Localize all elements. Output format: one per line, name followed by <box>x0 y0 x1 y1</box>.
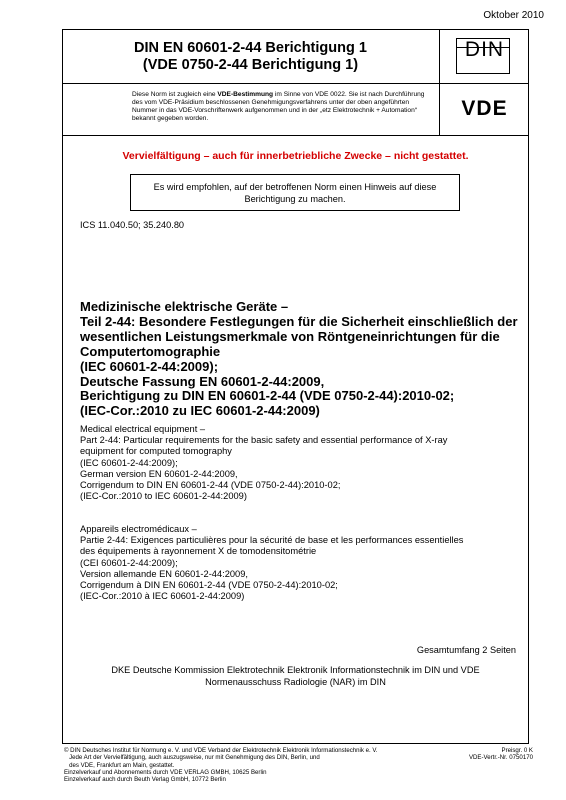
title-fr-line: (CEI 60601-2-44:2009); <box>80 557 178 568</box>
title-en-line: Part 2-44: Particular requirements for the basic safety and essential performance of X-ray <box>80 435 448 446</box>
price-group: Preisgr. 0 K <box>501 747 533 754</box>
footer-line: des VDE, Frankfurt am Main, gestattet. <box>64 761 175 769</box>
title-de-line: Berichtigung zu DIN EN 60601-2-44 (VDE 0750-2-44):2010-02; <box>80 388 455 404</box>
title-en-line: Medical electrical equipment – <box>80 424 206 434</box>
title-de-line: wesentlichen Leistungsmerkmale von Röntgeneinrichtungen für die <box>80 328 500 344</box>
title-de-line: Teil 2-44: Besondere Festlegungen für die Sicherheit einschließlich der <box>80 313 518 329</box>
footer-line: Jede Art der Vervielfältigung, auch auszugsweise, nur mit Genehmigung des DIN, Berlin, und <box>64 754 320 762</box>
title-fr-line: Version allemande EN 60601-2-44:2009, <box>80 568 248 579</box>
dke-committee <box>62 665 529 688</box>
footer-line: © DIN Deutsches Institut für Normung e. V. und VDE Verband der Elektrotechnik Elektronik Informationstechnik e. V. <box>64 747 378 754</box>
din-logo-text: DIN <box>464 38 505 61</box>
title-fr-line: Partie 2-44: Exigences particulières pour la sécurité de base et les performances essentielles <box>80 535 464 546</box>
notice-text-part2: im Sinne von VDE 0022. Sie ist nach Durchführung des vom VDE-Präsidium beschlossenen Genehmigungsverfahrens unter der oben angeführten Nummer in das VDE-Vorschriftenwerk aufgenommen und in der „etz Elektrotechnik + Automation“ bekannt gegeben worden. <box>132 91 425 122</box>
title-english <box>80 424 520 502</box>
title-en-line: (IEC 60601-2-44:2009); <box>80 457 178 468</box>
footer-copyright <box>64 747 378 783</box>
footer-price-info <box>469 747 533 762</box>
reproduction-notice: Vervielfältigung – auch für innerbetriebliche Zwecke – nicht gestattet. <box>122 150 469 162</box>
dke-line1: DKE Deutsche Kommission Elektrotechnik Elektronik Informationstechnik im DIN und VDE <box>111 665 480 675</box>
footer-line: Einzelverkauf und Abonnements durch VDE VERLAG GMBH, 10625 Berlin <box>64 768 267 776</box>
din-logo-box <box>440 29 529 84</box>
standard-title-line1: DIN EN 60601-2-44 Berichtigung 1 <box>134 40 367 56</box>
title-french <box>80 524 520 602</box>
title-en-line: German version EN 60601-2-44:2009, <box>80 468 238 479</box>
title-fr-line: des équipements à rayonnement X de tomodensitométrie <box>80 546 317 557</box>
title-de-line: Computertomographie <box>80 343 221 359</box>
title-en-line: (IEC-Cor.:2010 to IEC 60601-2-44:2009) <box>80 491 247 502</box>
ics-code: ICS 11.040.50; 35.240.80 <box>80 220 185 230</box>
standard-title-line2: (VDE 0750-2-44 Berichtigung 1) <box>142 57 359 73</box>
footer-line: Einzelverkauf auch durch Beuth Verlag GmbH, 10772 Berlin <box>64 776 226 784</box>
vde-notice <box>62 84 440 136</box>
title-de-line: Deutsche Fassung EN 60601-2-44:2009, <box>80 373 325 389</box>
title-en-line: Corrigendum to DIN EN 60601-2-44 (VDE 0750-2-44):2010-02; <box>80 480 341 491</box>
notice-text-bold: VDE-Bestimmung <box>217 91 274 98</box>
title-fr-line: (IEC-Cor.:2010 à IEC 60601-2-44:2009) <box>80 591 245 602</box>
title-de-line: (IEC-Cor.:2010 zu IEC 60601-2-44:2009) <box>80 403 320 419</box>
title-de-line: Medizinische elektrische Geräte – <box>80 299 289 314</box>
publication-date: Oktober 2010 <box>483 10 544 21</box>
title-german <box>80 300 520 419</box>
standard-title-box <box>62 29 440 84</box>
order-number: VDE-Vertr.-Nr. 0750170 <box>468 754 533 762</box>
title-de-line: (IEC 60601-2-44:2009); <box>80 358 219 374</box>
hint-box: Es wird empfohlen, auf der betroffenen Norm einen Hinweis auf diese Berichtigung zu machen. <box>130 174 460 211</box>
total-pages: Gesamtumfang 2 Seiten <box>416 645 516 655</box>
dke-line2: Normenausschuss Radiologie (NAR) im DIN <box>205 676 386 687</box>
title-fr-line: Appareils electromédicaux – <box>80 524 197 534</box>
vde-logo-box <box>440 84 529 136</box>
title-fr-line: Corrigendum à DIN EN 60601-2-44 (VDE 0750-2-44):2010-02; <box>80 580 338 591</box>
notice-text-part1: Diese Norm ist zugleich eine <box>132 91 218 98</box>
vde-logo: VDE <box>461 97 508 120</box>
title-en-line: equipment for computed tomography <box>80 446 232 457</box>
